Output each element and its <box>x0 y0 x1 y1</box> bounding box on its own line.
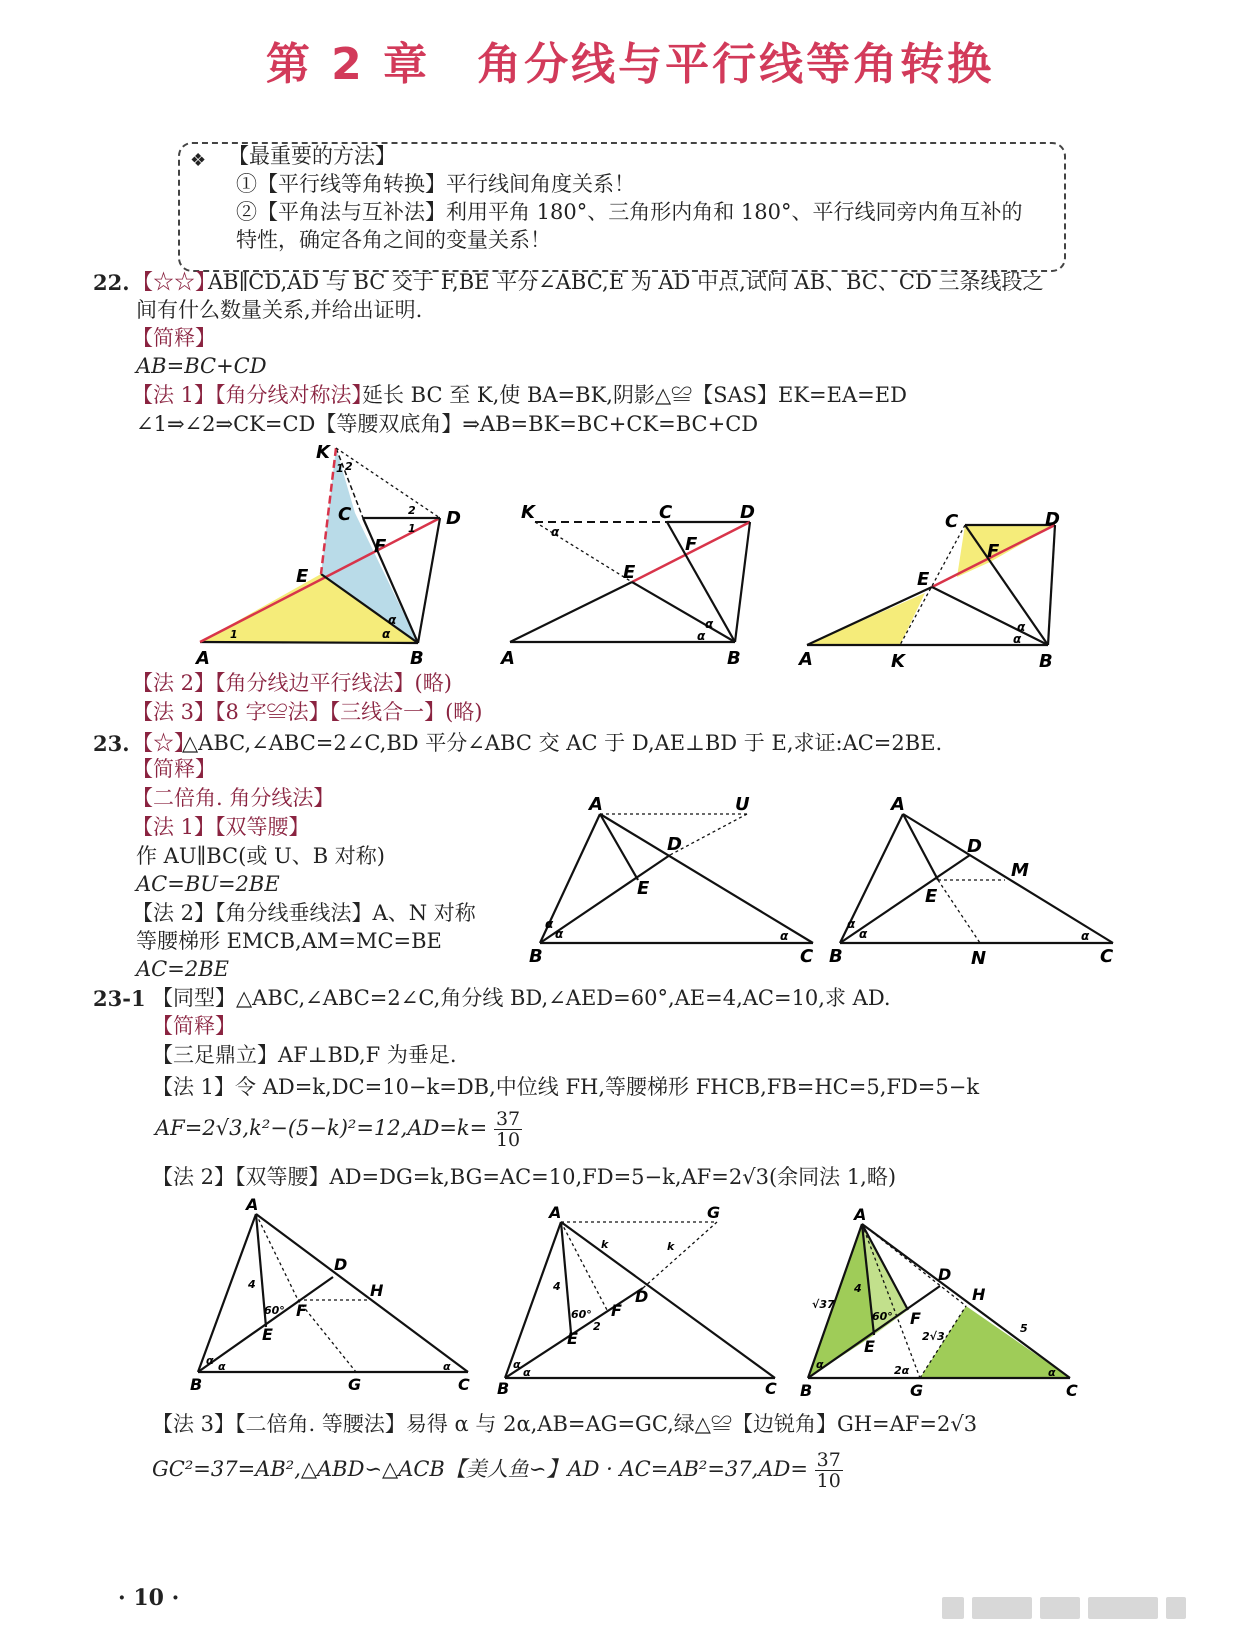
figure-23-2 <box>825 790 1125 970</box>
figure-label: D <box>938 1265 952 1284</box>
figure-label: B <box>497 1379 510 1398</box>
figure-label: 60° <box>872 1310 893 1323</box>
figure-label: E <box>917 569 930 590</box>
figure-label: E <box>637 878 650 899</box>
label-K: K <box>316 442 330 463</box>
problem-23-1-hint-tag: 【简释】 <box>152 1014 236 1038</box>
figure-label: H <box>370 1281 384 1300</box>
figure-22-3 <box>795 505 1075 673</box>
figure-label: α <box>513 1358 521 1371</box>
problem-23-1-l6: GC²=37=AB²,△ABD∽△ACB【美人鱼∽】AD · AC=AB²=37,AD= $\frac{37}{10}$ <box>152 1449 841 1492</box>
problem-23-l5: 【法 2】【角分线垂线法】A、N 对称 <box>132 901 476 925</box>
problem-22-stem-a: AB∥CD,AD 与 BC 交于 F,BE 平分∠ABC,E 为 AD 中点,试问 AB、BC、CD 三条线段之 <box>208 270 1044 294</box>
watermark-bar <box>1166 1597 1186 1619</box>
figure-23-1 <box>525 790 825 970</box>
problem-23-l6: 等腰梯形 EMCB,AM=MC=BE <box>136 929 442 953</box>
figure-label: α <box>1013 632 1022 646</box>
figure-label: C <box>1066 1381 1078 1400</box>
figure-label: E <box>623 562 636 583</box>
figure-label: α <box>551 525 560 539</box>
method-item-2a: ②【平角法与互补法】利用平角 180°、三角形内角和 180°、平行线同旁内角互补的 <box>236 200 1023 224</box>
figure-label: α <box>1017 620 1026 634</box>
figure-label: F <box>685 534 698 555</box>
problem-23-l7: AC=2BE <box>136 957 229 981</box>
figure-label: 1 <box>408 522 416 535</box>
watermark-bar <box>972 1597 1032 1619</box>
figure-label: A <box>854 1205 867 1224</box>
problem-23-1-stem: 【同型】△ABC,∠ABC=2∠C,角分线 BD,∠AED=60°,AE=4,AC=10,求 AD. <box>152 986 891 1010</box>
figure-label: 2α <box>894 1364 910 1377</box>
label-A: A <box>196 648 210 669</box>
problem-22-m1-tag: 【法 1】【角分线对称法】 <box>132 383 373 407</box>
figure-label: K <box>521 502 535 523</box>
diamond-bullet-icon: ❖ <box>190 150 207 171</box>
figure-label: C <box>458 1375 470 1394</box>
figure-label: 2 <box>345 460 353 473</box>
figure-label: 5 <box>1020 1322 1028 1335</box>
problem-22-stars: 【☆☆】 <box>132 270 216 294</box>
problem-23-1-l4: 【法 2】【双等腰】AD=DG=k,BG=AC=10,FD=5−k,AF=2√3(余同法 1,略) <box>152 1165 897 1189</box>
figure-22-2 <box>495 500 770 672</box>
method-item-1: ①【平行线等角转换】平行线间角度关系！ <box>236 172 635 196</box>
figure-22-1 <box>190 438 480 670</box>
figure-label: C <box>1100 946 1114 967</box>
figure-label: H <box>972 1285 986 1304</box>
figure-label: G <box>707 1203 721 1222</box>
figure-label: A <box>549 1203 562 1222</box>
figure-label: E <box>567 1329 578 1348</box>
problem-22-m1-b: ∠1⇒∠2⇒CK=CD【等腰双底角】⇒AB=BK=BC+CK=BC+CD <box>136 412 759 436</box>
figure-label: α <box>523 1366 531 1379</box>
label-F: F <box>374 536 387 557</box>
label-C: C <box>338 504 352 525</box>
figure-label: F <box>296 1301 307 1320</box>
figure-label: α <box>555 927 564 941</box>
figure-label: D <box>667 834 682 855</box>
figure-label: K <box>891 651 905 672</box>
watermark-bar <box>1088 1597 1158 1619</box>
figure-label: G <box>348 1375 362 1394</box>
figure-label: F <box>987 541 1000 562</box>
figure-label: 1 <box>230 628 238 641</box>
figure-23-1-a <box>188 1192 478 1398</box>
figure-label: A <box>501 648 515 669</box>
figure-label: A <box>246 1195 259 1214</box>
figure-label: D <box>635 1287 649 1306</box>
problem-23-l1: 【二倍角. 角分线法】 <box>132 786 335 810</box>
figure-label: 60° <box>571 1308 592 1321</box>
figure-23-1-b <box>495 1198 795 1398</box>
figure-label: k <box>601 1238 609 1251</box>
figure-label: E <box>925 886 938 907</box>
problem-22-stem-b: 间有什么数量关系,并给出证明. <box>136 298 423 322</box>
figure-label: √37 <box>812 1298 835 1311</box>
figure-label: M <box>1011 860 1029 881</box>
figure-label: B <box>800 1381 813 1400</box>
figure-label: α <box>218 1360 226 1373</box>
figure-label: α <box>443 1360 451 1373</box>
watermark-bar <box>1040 1597 1080 1619</box>
figure-label: B <box>1039 651 1053 672</box>
figure-label: E <box>262 1325 273 1344</box>
figure-label: α <box>816 1358 824 1371</box>
figure-label: B <box>190 1375 203 1394</box>
problem-23-1-l1: 【三足鼎立】AF⊥BD,F 为垂足. <box>152 1043 457 1067</box>
chapter-title: 第 2 章 角分线与平行线等角转换 <box>265 39 995 90</box>
figure-label: α <box>705 617 714 631</box>
figure-label: α <box>1081 929 1090 943</box>
page-number: · 10 · <box>118 1585 180 1611</box>
figure-label: G <box>910 1381 924 1400</box>
problem-23-l4: AC=BU=2BE <box>136 872 280 896</box>
figure-label: B <box>829 946 843 967</box>
figure-label: U <box>735 794 750 815</box>
figure-label: A <box>891 794 905 815</box>
figure-label: α <box>859 927 868 941</box>
problem-23-1-number: 23-1 <box>93 986 146 1011</box>
figure-label: 4 <box>248 1278 256 1291</box>
problem-23-stars: 【☆】 <box>132 731 195 755</box>
figure-label: α <box>847 917 856 931</box>
problem-23-1-l3: AF=2√3,k²−(5−k)²=12,AD=k= $\frac{37}{10}$ <box>155 1108 521 1151</box>
figure-label: α <box>388 613 397 627</box>
figure-label: C <box>765 1379 777 1398</box>
problem-22-hint-tag: 【简释】 <box>132 326 216 350</box>
figure-label: F <box>910 1309 921 1328</box>
problem-23-stem: △ABC,∠ABC=2∠C,BD 平分∠ABC 交 AC 于 D,AE⊥BD 于 E,求证:AC=2BE. <box>182 731 943 755</box>
problem-23-hint-tag: 【简释】 <box>132 757 216 781</box>
figure-label: C <box>945 511 959 532</box>
figure-label: α <box>382 627 391 641</box>
problem-23-l2: 【法 1】【双等腰】 <box>132 815 310 839</box>
figure-label: B <box>529 946 543 967</box>
figure-label: α <box>545 917 554 931</box>
problem-23-number: 23. <box>93 731 130 756</box>
label-B: B <box>410 648 424 669</box>
figure-label: E <box>864 1337 875 1356</box>
figure-label: F <box>611 1301 622 1320</box>
problem-23-1-l5: 【法 3】【二倍角. 等腰法】易得 α 与 2α,AB=AG=GC,绿△≌【边锐角】GH=AF=2√3 <box>152 1412 978 1436</box>
watermark-bar <box>942 1597 964 1619</box>
problem-22-m3: 【法 3】【8 字≌法】【三线合一】(略) <box>132 700 483 724</box>
problem-22-m2: 【法 2】【角分线边平行线法】(略) <box>132 671 452 695</box>
figure-label: 4 <box>553 1280 561 1293</box>
figure-label: α <box>697 629 706 643</box>
figure-label: α <box>1048 1366 1056 1379</box>
figure-label: k <box>667 1240 675 1253</box>
figure-23-1-c <box>798 1200 1088 1400</box>
figure-label: 4 <box>854 1282 862 1295</box>
figure-label: C <box>800 946 814 967</box>
figure-label: α <box>780 929 789 943</box>
figure-label: D <box>1045 509 1060 530</box>
problem-22-answer: AB=BC+CD <box>136 354 267 378</box>
figure-label: 2 <box>593 1320 601 1333</box>
figure-label: A <box>589 794 603 815</box>
problem-23-l3: 作 AU∥BC(或 U、B 对称) <box>136 844 385 868</box>
figure-label: 60° <box>264 1304 285 1317</box>
figure-label: D <box>740 502 755 523</box>
label-E: E <box>296 566 309 587</box>
problem-23-1-l2: 【法 1】令 AD=k,DC=10−k=DB,中位线 FH,等腰梯形 FHCB,FB=HC=5,FD=5−k <box>152 1075 980 1099</box>
method-item-2b: 特性，确定各角之间的变量关系！ <box>236 228 551 252</box>
figure-label: D <box>967 836 982 857</box>
method-heading: 【最重要的方法】 <box>228 144 396 168</box>
figure-label: 2√3 <box>922 1330 945 1343</box>
figure-label: 1 <box>336 462 344 475</box>
figure-label: 2 <box>408 504 416 517</box>
label-D: D <box>446 508 461 529</box>
figure-label: C <box>659 502 673 523</box>
figure-label: A <box>799 649 813 670</box>
figure-label: B <box>727 648 741 669</box>
problem-22-number: 22. <box>93 270 130 295</box>
problem-22-m1-a: 延长 BC 至 K,使 BA=BK,阴影△≌【SAS】EK=EA=ED <box>362 383 907 407</box>
figure-label: D <box>334 1255 348 1274</box>
figure-label: α <box>206 1354 214 1367</box>
figure-label: N <box>971 948 987 969</box>
